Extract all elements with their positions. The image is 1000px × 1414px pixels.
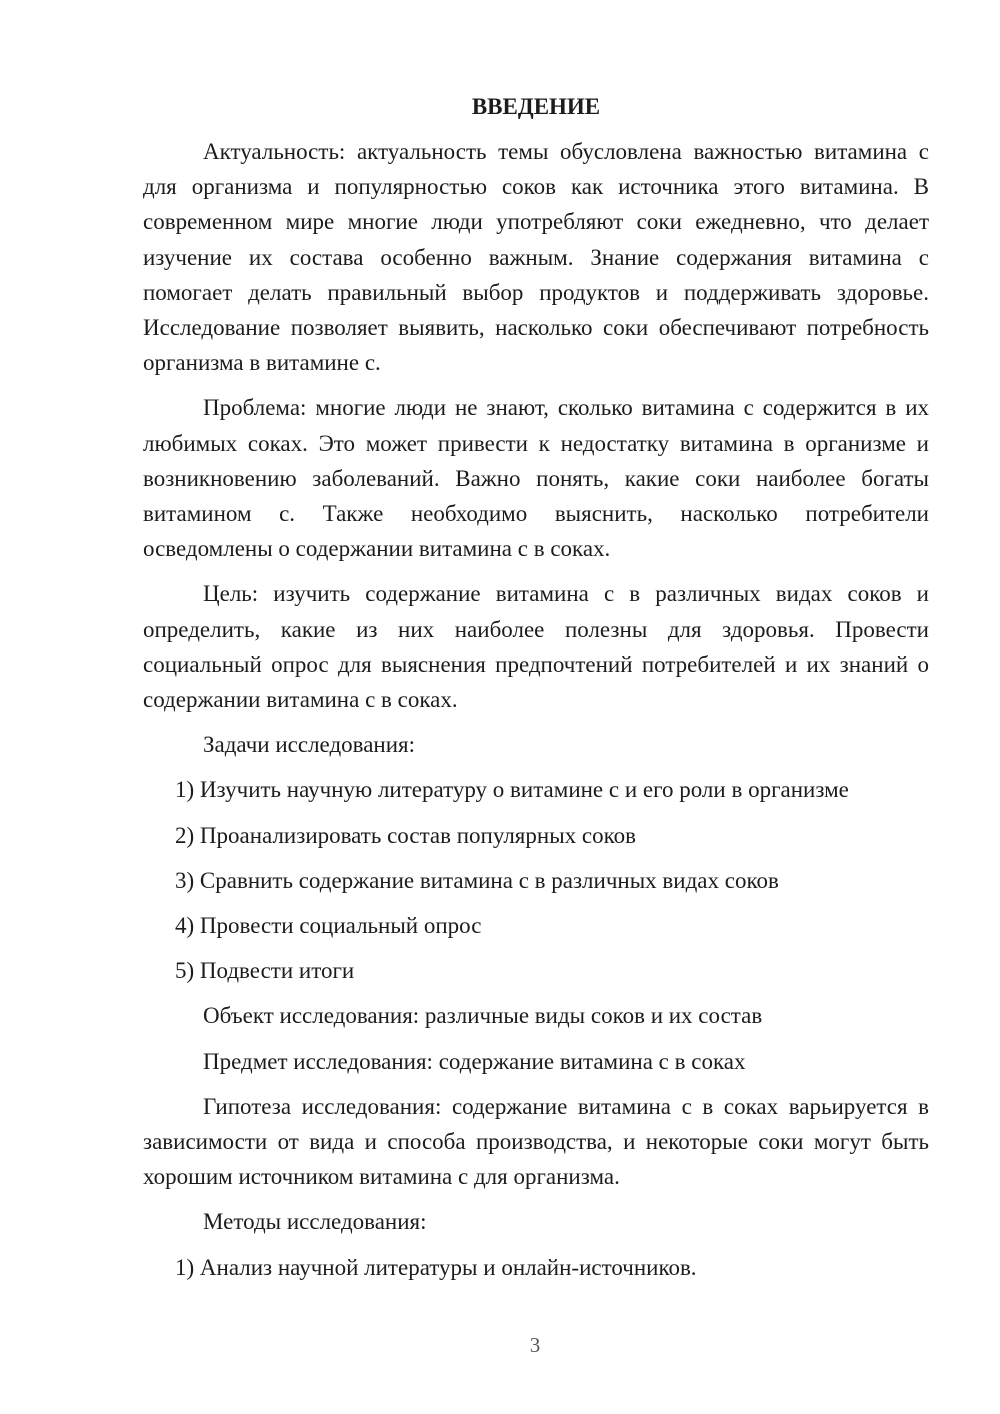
subject-line: Предмет исследования: содержание витамина с в соках [203,1048,746,1074]
section-title: ВВЕДЕНИЕ [471,94,601,119]
methods-heading: Методы исследования: [203,1209,427,1235]
hypothesis-paragraph: Гипотеза исследования: содержание витамина с в соках варьируется в зависимости от вида и способа производства, и некоторые соки могут быть хорошим источником витамина с для организма. [143,1093,929,1190]
task-item: 3) Сравнить содержание витамина с в различных видах соков [175,867,779,893]
problem-paragraph: Проблема: многие люди не знают, сколько витамина с содержится в их любимых соках. Это может привести к недостатку витамина в организме и возникновению заболеваний. Важно понять, какие соки наиболее богаты витамином с. Также необходимо выяснить, насколько потребители осведомлены о содержании витамина с в соках. [143,395,929,562]
relevance-paragraph: Актуальность: актуальность темы обусловлена важностью витамина с для организма и популярностью соков как источника этого витамина. В современном мире многие люди употребляют соки ежедневно, что делает изучение их состава особенно важным. Знание содержания витамина с помогает делать правильный выбор продуктов и поддерживать здоровье. Исследование позволяет выявить, насколько соки обеспечивают потребность организма в витамине с. [143,139,929,376]
task-item: 1) Изучить научную литературу о витамине с и его роли в организме [175,777,849,803]
task-item: 2) Проанализировать состав популярных соков [175,822,636,848]
page-number: 3 [529,1333,541,1357]
task-item: 4) Провести социальный опрос [175,913,482,939]
document-page [143,93,929,1295]
object-line: Объект исследования: различные виды соков и их состав [203,1003,763,1029]
task-item: 5) Подвести итоги [175,958,355,984]
tasks-heading: Задачи исследования: [203,732,416,758]
method-item: 1) Анализ научной литературы и онлайн-источников. [175,1254,697,1280]
goal-paragraph: Цель: изучить содержание витамина с в различных видах соков и определить, какие из них наиболее полезны для здоровья. Провести социальный опрос для выяснения предпочтений потребителей и их знаний о содержании витамина с в соках. [143,581,929,713]
